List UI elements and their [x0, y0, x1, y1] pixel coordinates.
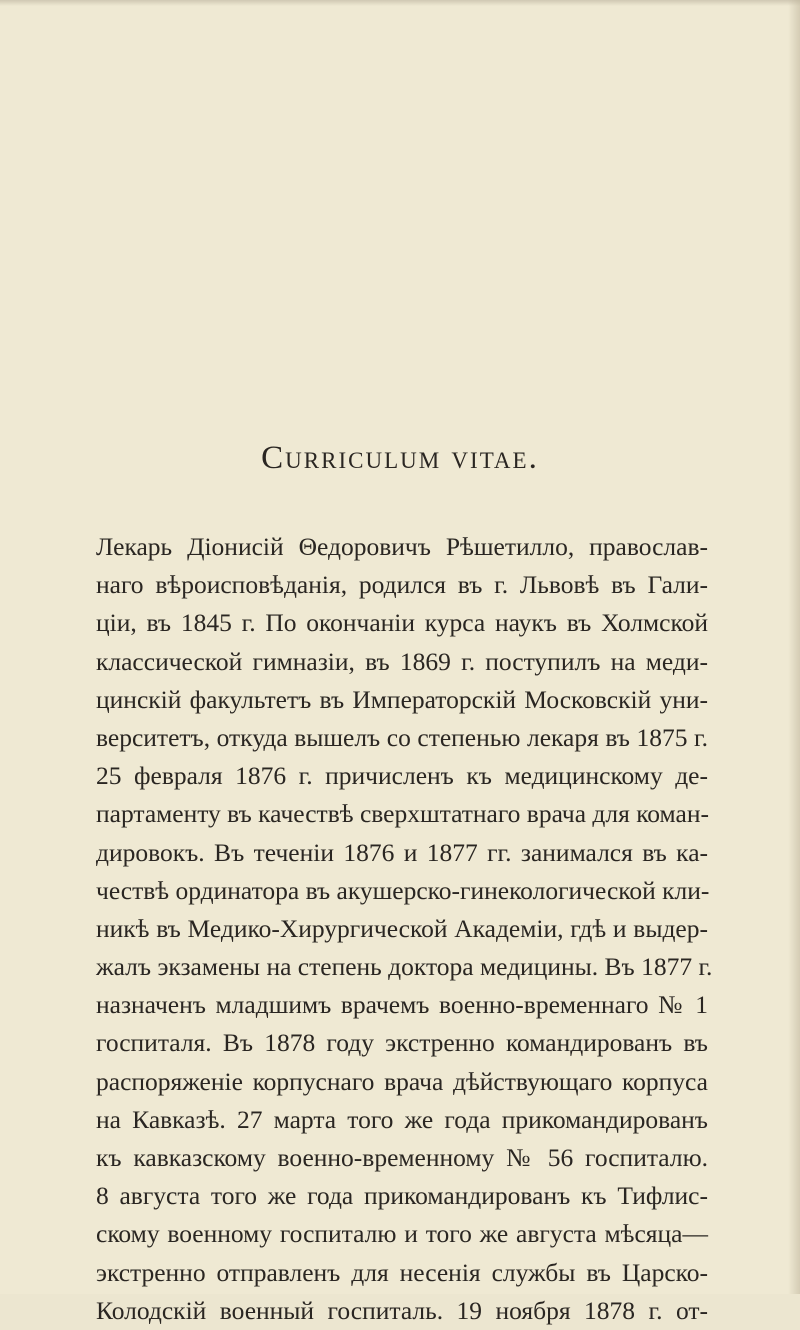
text-line-13: назначенъ младшимъ врачемъ военно-временнаго № 1 — [96, 990, 708, 1020]
text-line-7: 25 февраля 1876 г. причисленъ къ медицинскому де- — [96, 761, 708, 791]
text-line-18: 8 августа того же года прикомандированъ къ Тифлис- — [96, 1181, 708, 1211]
page-title: Curriculum vitae. — [261, 440, 539, 476]
page-top-edge — [0, 0, 800, 6]
text-line-15: распоряженіе корпуснаго врача дѣйствующаго корпуса — [96, 1066, 708, 1096]
text-line-19: скому военному госпиталю и того же августа мѣсяца— — [96, 1219, 708, 1249]
text-line-20: экстренно отправленъ для несенія службы въ Царско- — [96, 1257, 708, 1287]
text-line-3: ціи, въ 1845 г. По окончаніи курса наукъ въ Холмской — [96, 608, 708, 638]
text-line-16: на Кавказѣ. 27 марта того же года прикомандированъ — [96, 1104, 708, 1134]
text-line-14: госпиталя. Въ 1878 году экстренно командированъ въ — [96, 1028, 708, 1058]
text-line-17: къ кавказскому военно-временному № 56 госпиталю. — [96, 1143, 708, 1172]
body-paragraph — [96, 528, 713, 1330]
text-line-1: Лекарь Діонисій Θедоровичъ Рѣшетилло, православ- — [96, 532, 708, 561]
text-line-4: классической гимназіи, въ 1869 г. поступилъ на меди- — [96, 646, 708, 676]
text-line-12: жалъ экзамены на степень доктора медицины. Въ 1877 г. — [96, 952, 713, 982]
text-line-11: никѣ въ Медико-Хирургической Академіи, гдѣ и выдер- — [96, 913, 708, 943]
text-line-21: Колодскій военный госпиталь. 19 ноября 1878 г. от- — [96, 1295, 708, 1325]
text-line-6: верситетъ, откуда вышелъ со степенью лекаря въ 1875 г. — [96, 722, 708, 752]
page-right-edge — [788, 0, 800, 1294]
text-line-10: чествѣ ординатора въ акушерско-гинекологической кли- — [96, 875, 710, 905]
text-line-8: партаменту въ качествѣ сверхштатнаго врача для коман- — [96, 799, 709, 829]
text-line-2: наго вѣроисповѣданія, родился въ г. Львовѣ въ Гали- — [96, 570, 708, 600]
text-line-9: дировокъ. Въ теченіи 1876 и 1877 гг. занимался въ ка- — [96, 837, 708, 867]
text-line-5: цинскій факультетъ въ Императорскій Московскій уни- — [96, 684, 708, 714]
